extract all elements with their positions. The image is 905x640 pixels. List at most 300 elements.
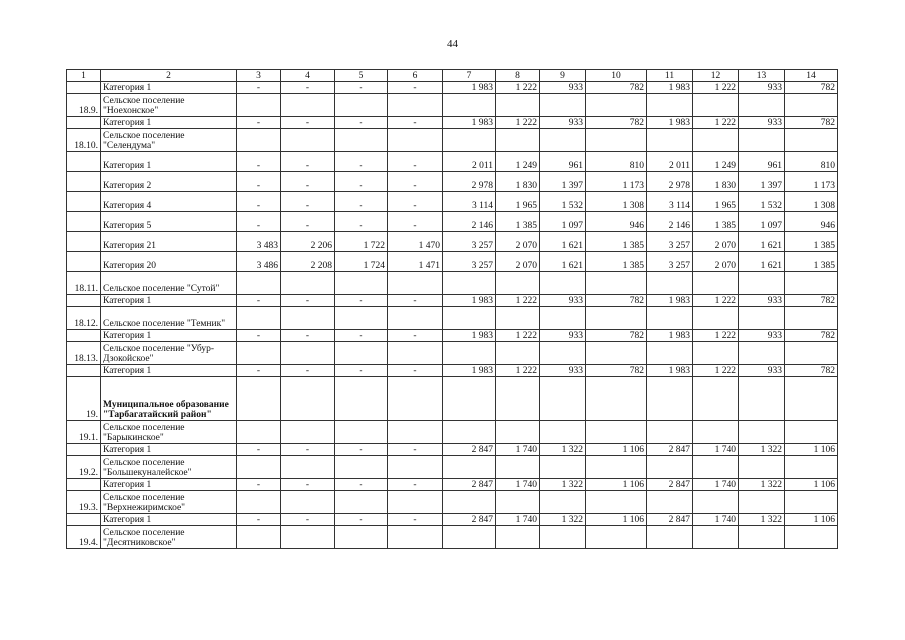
empty-cell: [785, 491, 838, 514]
value-cell: 1 621: [540, 232, 586, 252]
value-cell: -: [388, 444, 443, 456]
empty-cell: [739, 307, 785, 330]
empty-cell: [586, 129, 647, 152]
empty-cell: [785, 456, 838, 479]
value-cell: 1 983: [647, 117, 693, 129]
value-cell: 1 385: [693, 212, 739, 232]
empty-cell: [785, 377, 838, 421]
category-row: [67, 252, 838, 272]
code-cell: [67, 365, 101, 377]
value-cell: 1 983: [647, 365, 693, 377]
empty-cell: [443, 421, 496, 444]
empty-cell: [237, 94, 281, 117]
settlement-row: [67, 272, 838, 295]
settlement-name: Сельское поселение "Большекуналейское": [101, 456, 237, 479]
value-cell: -: [237, 295, 281, 307]
empty-cell: [785, 307, 838, 330]
empty-cell: [540, 526, 586, 549]
empty-cell: [785, 526, 838, 549]
category-row: [67, 295, 838, 307]
value-cell: -: [335, 514, 388, 526]
value-cell: -: [237, 514, 281, 526]
empty-cell: [540, 421, 586, 444]
value-cell: 782: [785, 295, 838, 307]
value-cell: -: [281, 192, 335, 212]
empty-cell: [237, 377, 281, 421]
value-cell: 2 208: [281, 252, 335, 272]
value-cell: 1 397: [540, 172, 586, 192]
row-code: 19.1.: [67, 421, 101, 444]
empty-cell: [443, 94, 496, 117]
empty-cell: [785, 272, 838, 295]
empty-cell: [335, 526, 388, 549]
value-cell: 1 983: [443, 330, 496, 342]
value-cell: 1 722: [335, 232, 388, 252]
empty-cell: [335, 307, 388, 330]
empty-cell: [693, 377, 739, 421]
empty-cell: [693, 272, 739, 295]
empty-cell: [281, 526, 335, 549]
empty-cell: [785, 94, 838, 117]
value-cell: 933: [739, 117, 785, 129]
value-cell: 933: [739, 82, 785, 94]
value-cell: -: [237, 82, 281, 94]
empty-cell: [496, 307, 540, 330]
empty-cell: [647, 421, 693, 444]
category-row: [67, 172, 838, 192]
value-cell: -: [335, 117, 388, 129]
tariff-table: [66, 69, 838, 549]
empty-cell: [496, 129, 540, 152]
empty-cell: [237, 342, 281, 365]
category-name: Категория 1: [101, 514, 237, 526]
row-code: 19.3.: [67, 491, 101, 514]
value-cell: -: [237, 117, 281, 129]
empty-cell: [586, 307, 647, 330]
empty-cell: [739, 377, 785, 421]
value-cell: 3 257: [443, 252, 496, 272]
value-cell: 1 097: [739, 212, 785, 232]
district-row: [67, 377, 838, 421]
value-cell: 810: [586, 152, 647, 172]
value-cell: 2 847: [443, 479, 496, 491]
table-body: [67, 70, 838, 549]
column-header: 5: [335, 70, 388, 82]
empty-cell: [586, 94, 647, 117]
value-cell: -: [281, 212, 335, 232]
code-cell: [67, 172, 101, 192]
empty-cell: [281, 94, 335, 117]
row-code: 18.12.: [67, 307, 101, 330]
value-cell: 1 983: [443, 365, 496, 377]
settlement-row: [67, 456, 838, 479]
empty-cell: [388, 456, 443, 479]
code-cell: [67, 212, 101, 232]
value-cell: 1 621: [540, 252, 586, 272]
value-cell: -: [237, 444, 281, 456]
value-cell: -: [237, 192, 281, 212]
code-cell: [67, 252, 101, 272]
column-header: 12: [693, 70, 739, 82]
value-cell: -: [237, 212, 281, 232]
category-name: Категория 1: [101, 117, 237, 129]
value-cell: 1 308: [586, 192, 647, 212]
category-row: [67, 365, 838, 377]
row-code: 18.10.: [67, 129, 101, 152]
header-row: [67, 70, 838, 82]
category-name: Категория 1: [101, 82, 237, 94]
empty-cell: [335, 456, 388, 479]
empty-cell: [540, 456, 586, 479]
value-cell: 2 011: [443, 152, 496, 172]
value-cell: -: [335, 444, 388, 456]
value-cell: 2 146: [443, 212, 496, 232]
value-cell: -: [388, 479, 443, 491]
column-header: 9: [540, 70, 586, 82]
value-cell: 1 222: [693, 295, 739, 307]
settlement-name: Сельское поселение "Темник": [101, 307, 237, 330]
empty-cell: [388, 421, 443, 444]
value-cell: 1 173: [586, 172, 647, 192]
empty-cell: [281, 272, 335, 295]
category-row: [67, 514, 838, 526]
empty-cell: [237, 526, 281, 549]
category-row: [67, 117, 838, 129]
empty-cell: [647, 526, 693, 549]
empty-cell: [586, 342, 647, 365]
value-cell: 933: [540, 82, 586, 94]
value-cell: -: [335, 192, 388, 212]
value-cell: 810: [785, 152, 838, 172]
value-cell: 2 847: [443, 444, 496, 456]
empty-cell: [281, 377, 335, 421]
empty-cell: [693, 342, 739, 365]
empty-cell: [647, 272, 693, 295]
value-cell: 1 249: [496, 152, 540, 172]
value-cell: 946: [586, 212, 647, 232]
value-cell: 782: [586, 82, 647, 94]
empty-cell: [281, 456, 335, 479]
value-cell: -: [388, 365, 443, 377]
value-cell: 1 222: [693, 365, 739, 377]
settlement-row: [67, 342, 838, 365]
empty-cell: [586, 272, 647, 295]
value-cell: -: [335, 365, 388, 377]
empty-cell: [739, 526, 785, 549]
category-row: [67, 152, 838, 172]
empty-cell: [443, 491, 496, 514]
column-header: 7: [443, 70, 496, 82]
empty-cell: [586, 456, 647, 479]
value-cell: 2 011: [647, 152, 693, 172]
value-cell: 1 249: [693, 152, 739, 172]
empty-cell: [335, 342, 388, 365]
value-cell: -: [388, 192, 443, 212]
value-cell: 1 385: [496, 212, 540, 232]
code-cell: [67, 192, 101, 212]
category-name: Категория 1: [101, 444, 237, 456]
empty-cell: [647, 342, 693, 365]
column-header: 14: [785, 70, 838, 82]
value-cell: 933: [540, 330, 586, 342]
value-cell: 1 830: [693, 172, 739, 192]
row-code: 19.4.: [67, 526, 101, 549]
empty-cell: [237, 456, 281, 479]
empty-cell: [739, 129, 785, 152]
empty-cell: [443, 342, 496, 365]
empty-cell: [693, 491, 739, 514]
category-row: [67, 330, 838, 342]
value-cell: 1 740: [693, 479, 739, 491]
value-cell: -: [388, 514, 443, 526]
category-row: [67, 232, 838, 252]
empty-cell: [496, 342, 540, 365]
value-cell: 1 385: [586, 232, 647, 252]
category-row: [67, 479, 838, 491]
value-cell: 933: [540, 295, 586, 307]
empty-cell: [693, 421, 739, 444]
empty-cell: [443, 307, 496, 330]
value-cell: -: [237, 479, 281, 491]
value-cell: -: [237, 172, 281, 192]
empty-cell: [335, 491, 388, 514]
value-cell: 1 385: [785, 232, 838, 252]
empty-cell: [388, 307, 443, 330]
settlement-name: Муниципальное образование "Тарбагатайский район": [101, 377, 237, 421]
empty-cell: [586, 421, 647, 444]
row-code: 19.2.: [67, 456, 101, 479]
value-cell: -: [281, 330, 335, 342]
value-cell: 1 983: [647, 330, 693, 342]
value-cell: -: [281, 172, 335, 192]
empty-cell: [586, 491, 647, 514]
value-cell: 1 222: [496, 82, 540, 94]
value-cell: -: [281, 365, 335, 377]
category-name: Категория 1: [101, 152, 237, 172]
value-cell: 1 385: [586, 252, 647, 272]
value-cell: 1 222: [496, 365, 540, 377]
value-cell: -: [335, 152, 388, 172]
value-cell: 782: [785, 82, 838, 94]
value-cell: 2 847: [443, 514, 496, 526]
settlement-name: Сельское поселение "Верхнежиримское": [101, 491, 237, 514]
value-cell: 1 106: [586, 479, 647, 491]
value-cell: -: [335, 212, 388, 232]
value-cell: -: [237, 152, 281, 172]
value-cell: 1 965: [693, 192, 739, 212]
empty-cell: [496, 377, 540, 421]
empty-cell: [739, 342, 785, 365]
empty-cell: [281, 342, 335, 365]
value-cell: 2 070: [693, 252, 739, 272]
column-header: 1: [67, 70, 101, 82]
column-header: 8: [496, 70, 540, 82]
category-row: [67, 82, 838, 94]
value-cell: -: [388, 295, 443, 307]
empty-cell: [586, 377, 647, 421]
code-cell: [67, 479, 101, 491]
value-cell: 1 740: [693, 514, 739, 526]
empty-cell: [586, 526, 647, 549]
empty-cell: [443, 272, 496, 295]
value-cell: 782: [586, 365, 647, 377]
value-cell: -: [281, 479, 335, 491]
code-cell: [67, 514, 101, 526]
column-header: 11: [647, 70, 693, 82]
settlement-row: [67, 421, 838, 444]
empty-cell: [647, 307, 693, 330]
value-cell: -: [281, 117, 335, 129]
empty-cell: [443, 129, 496, 152]
category-name: Категория 1: [101, 479, 237, 491]
value-cell: -: [388, 212, 443, 232]
value-cell: 1 322: [540, 444, 586, 456]
value-cell: 2 978: [443, 172, 496, 192]
code-cell: [67, 444, 101, 456]
value-cell: -: [335, 172, 388, 192]
value-cell: 2 847: [647, 444, 693, 456]
column-header: 4: [281, 70, 335, 82]
empty-cell: [388, 94, 443, 117]
empty-cell: [335, 129, 388, 152]
value-cell: 1 532: [739, 192, 785, 212]
empty-cell: [647, 94, 693, 117]
value-cell: -: [281, 514, 335, 526]
value-cell: 3 114: [647, 192, 693, 212]
value-cell: 1 983: [647, 295, 693, 307]
empty-cell: [237, 421, 281, 444]
code-cell: [67, 152, 101, 172]
value-cell: 782: [785, 330, 838, 342]
value-cell: 1 106: [586, 444, 647, 456]
code-cell: [67, 117, 101, 129]
empty-cell: [540, 129, 586, 152]
value-cell: 2 206: [281, 232, 335, 252]
value-cell: -: [388, 82, 443, 94]
settlement-row: [67, 526, 838, 549]
value-cell: -: [388, 330, 443, 342]
value-cell: 1 222: [693, 82, 739, 94]
empty-cell: [540, 491, 586, 514]
category-name: Категория 21: [101, 232, 237, 252]
value-cell: 2 978: [647, 172, 693, 192]
settlement-name: Сельское поселение "Сутой": [101, 272, 237, 295]
settlement-row: [67, 307, 838, 330]
empty-cell: [693, 307, 739, 330]
value-cell: 1 965: [496, 192, 540, 212]
value-cell: 961: [540, 152, 586, 172]
empty-cell: [496, 272, 540, 295]
value-cell: 1 983: [647, 82, 693, 94]
empty-cell: [237, 272, 281, 295]
empty-cell: [237, 129, 281, 152]
value-cell: 946: [785, 212, 838, 232]
value-cell: -: [335, 330, 388, 342]
empty-cell: [335, 94, 388, 117]
settlement-row: [67, 94, 838, 117]
column-header: 10: [586, 70, 647, 82]
value-cell: 1 173: [785, 172, 838, 192]
settlement-name: Сельское поселение "Ноехонское": [101, 94, 237, 117]
value-cell: 3 486: [237, 252, 281, 272]
empty-cell: [388, 129, 443, 152]
value-cell: 933: [739, 365, 785, 377]
empty-cell: [496, 526, 540, 549]
row-code: 18.13.: [67, 342, 101, 365]
empty-cell: [693, 94, 739, 117]
empty-cell: [496, 491, 540, 514]
value-cell: -: [388, 152, 443, 172]
category-name: Категория 4: [101, 192, 237, 212]
settlement-name: Сельское поселение "Селендума": [101, 129, 237, 152]
value-cell: 1 740: [496, 444, 540, 456]
value-cell: 2 847: [647, 514, 693, 526]
column-header: 13: [739, 70, 785, 82]
category-name: Категория 2: [101, 172, 237, 192]
value-cell: 1 983: [443, 117, 496, 129]
value-cell: 1 740: [693, 444, 739, 456]
value-cell: -: [335, 82, 388, 94]
value-cell: 1 322: [540, 479, 586, 491]
value-cell: 1 983: [443, 295, 496, 307]
value-cell: 3 257: [647, 232, 693, 252]
empty-cell: [540, 377, 586, 421]
empty-cell: [647, 129, 693, 152]
empty-cell: [693, 129, 739, 152]
value-cell: 1 830: [496, 172, 540, 192]
column-header: 2: [101, 70, 237, 82]
settlement-row: [67, 129, 838, 152]
empty-cell: [739, 421, 785, 444]
category-name: Категория 1: [101, 330, 237, 342]
category-name: Категория 20: [101, 252, 237, 272]
value-cell: 1 222: [496, 330, 540, 342]
empty-cell: [739, 94, 785, 117]
value-cell: 2 070: [496, 232, 540, 252]
value-cell: 3 483: [237, 232, 281, 252]
value-cell: 1 222: [496, 295, 540, 307]
code-cell: [67, 330, 101, 342]
value-cell: 782: [586, 330, 647, 342]
category-name: Категория 1: [101, 295, 237, 307]
settlement-name: Сельское поселение "Десятниковское": [101, 526, 237, 549]
empty-cell: [388, 272, 443, 295]
empty-cell: [693, 526, 739, 549]
value-cell: 1 222: [693, 330, 739, 342]
empty-cell: [335, 272, 388, 295]
value-cell: 2 146: [647, 212, 693, 232]
row-code: 19.: [67, 377, 101, 421]
category-row: [67, 444, 838, 456]
category-name: Категория 5: [101, 212, 237, 232]
value-cell: 3 257: [443, 232, 496, 252]
value-cell: 1 471: [388, 252, 443, 272]
value-cell: 1 106: [785, 479, 838, 491]
value-cell: 1 106: [785, 444, 838, 456]
empty-cell: [388, 491, 443, 514]
category-row: [67, 192, 838, 212]
row-code: 18.11.: [67, 272, 101, 295]
value-cell: 2 847: [647, 479, 693, 491]
value-cell: 1 397: [739, 172, 785, 192]
empty-cell: [443, 526, 496, 549]
page-number: 44: [447, 38, 458, 50]
empty-cell: [647, 456, 693, 479]
value-cell: 1 097: [540, 212, 586, 232]
value-cell: 1 532: [540, 192, 586, 212]
empty-cell: [693, 456, 739, 479]
empty-cell: [739, 456, 785, 479]
